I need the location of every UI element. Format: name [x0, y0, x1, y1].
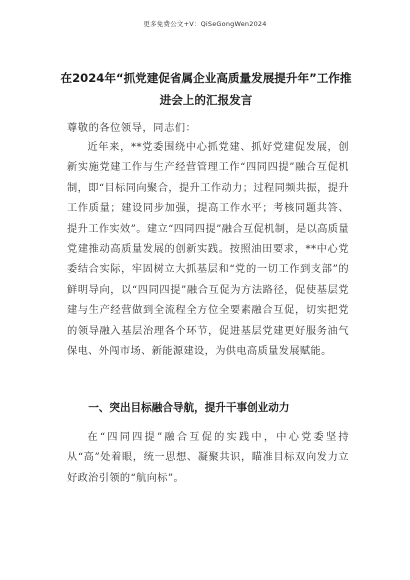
body-paragraph-2: 在“四同四提”融合互促的实践中，中心党委坚持从“高”处着眼，统一思想、凝聚共识，瞄准目标双向发力立好政治引领的“航向标”。 — [67, 432, 349, 484]
section-heading-1: 一、突出目标融合导航，提升干事创业动力 — [88, 402, 290, 414]
header-note: 更多免费公文+V：QiSeGongWen2024 — [143, 20, 267, 28]
document-title: 在2024年“抓党建促省属企业高质量发展提升年”工作推进会上的汇报发言 — [60, 71, 352, 107]
body-paragraph-1: 近年来，**党委围绕中心抓党建、抓好党建促发展，创新实施党建工作与生产经营管理工作“四同四提”融合互促机制，即“目标同向聚合，提升工作动力；过程同频共振，提升工作质量；建设同步加强，提高工作水平；考核同题共答、提升工作实效”。建立“四同四提”融合互促机制，是以高质量党建推动高质量发展的创新实践。按照油田要求，**中心党委结合实际，牢固树立大抓基层和“党的一切工作到支部”的鲜明导向，以“四同四提”融合互促为方法路径，促使基层党建与生产经营做到全流程全方位全要素融合互促，切实把党的领导融入基层治理各个环节，促进基层党建更好服务油气保电、外闯市场、新能源建设，为供电高质量发展赋能。 — [67, 142, 349, 358]
salutation: 尊敬的各位领导，同志们： — [67, 123, 197, 134]
